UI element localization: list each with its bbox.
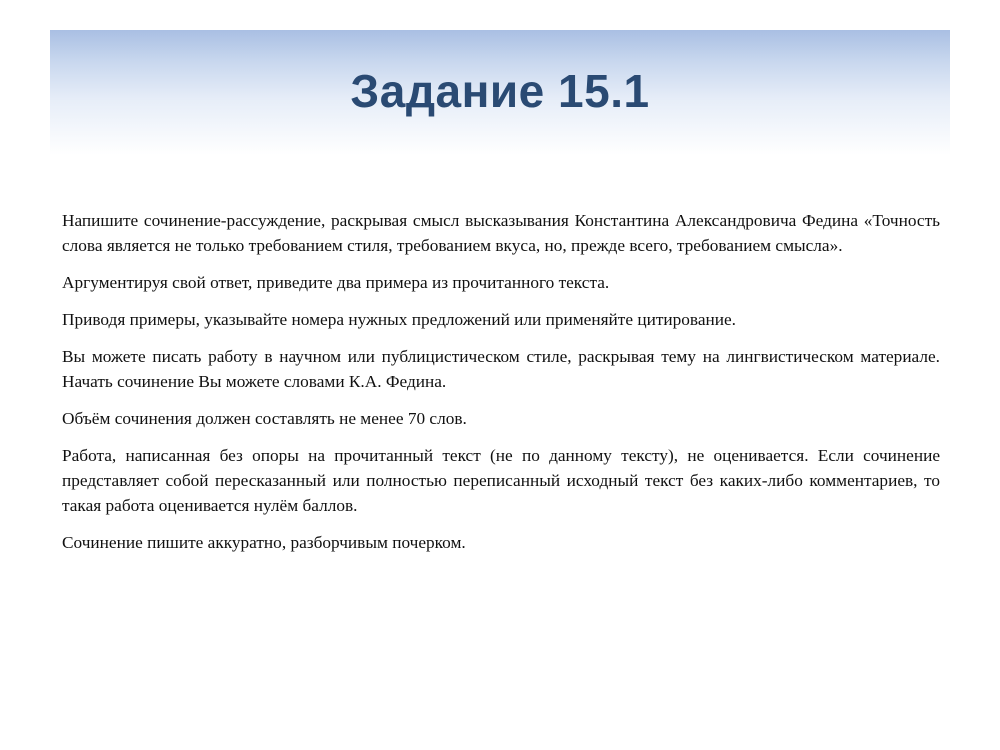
paragraph-style: Вы можете писать работу в научном или публицистическом стиле, раскрывая тему на лингвистическом материале. Начать сочинение Вы можете словами К.А. Федина. — [62, 347, 940, 391]
paragraph-length: Объём сочинения должен составлять не менее 70 слов. — [62, 409, 467, 428]
paragraph-arguments: Аргументируя свой ответ, приведите два примера из прочитанного текста. — [62, 273, 610, 292]
paragraph-essay-prompt: Напишите сочинение-рассуждение, раскрывая смысл высказывания Константина Александровича Федина «Точность слова является не только требованием стиля, требованием вкуса, но, прежде всего, требованием смысла». — [62, 211, 940, 255]
paragraph-grading: Работа, написанная без опоры на прочитанный текст (не по данному тексту), не оценивается. Если сочинение представляет собой пересказанный или полностью переписанный исходный текст без каких-либо комментариев, то такая работа оценивается нулём баллов. — [62, 446, 940, 515]
paragraph-examples: Приводя примеры, указывайте номера нужных предложений или применяйте цитирование. — [62, 310, 736, 329]
title-banner — [50, 30, 950, 155]
task-instructions — [62, 208, 940, 567]
paragraph-handwriting: Сочинение пишите аккуратно, разборчивым почерком. — [62, 533, 466, 552]
slide-title: Задание 15.1 — [350, 64, 650, 117]
